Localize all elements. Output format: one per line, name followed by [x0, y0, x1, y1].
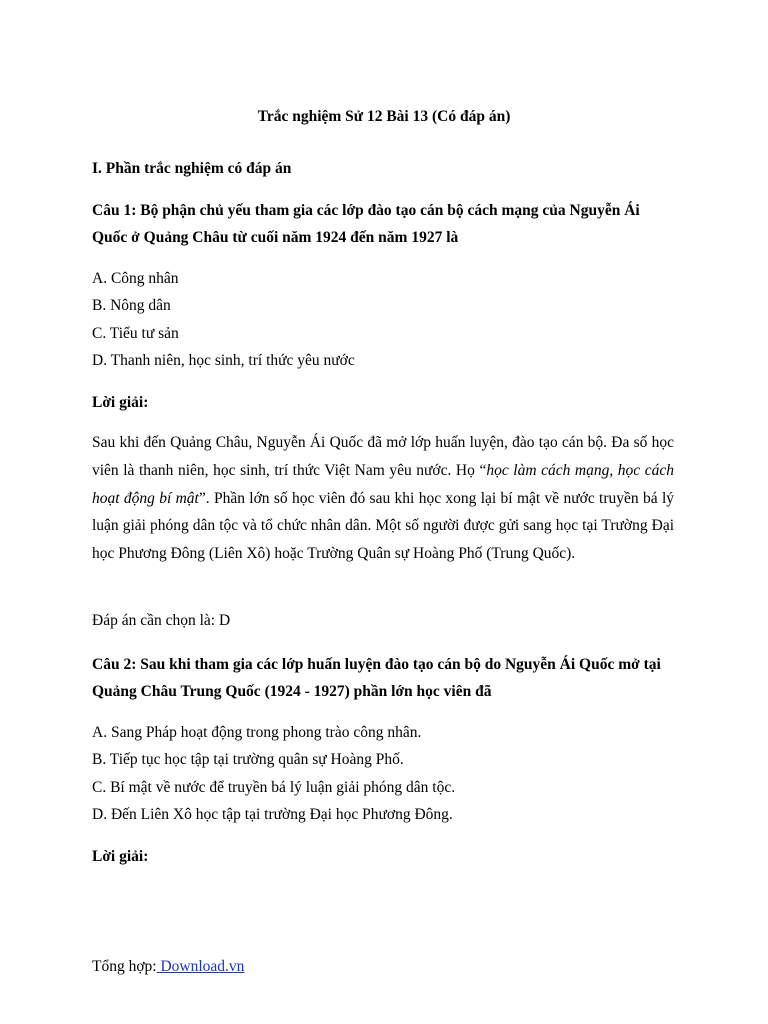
footer-prefix: Tổng hợp:: [92, 958, 157, 975]
footer: [92, 958, 244, 976]
question-2-option-b: B. Tiếp tục học tập tại trường quân sự Hoàng Phố.: [92, 751, 404, 769]
question-1-solution-text: [92, 429, 674, 568]
question-1-option-a: A. Công nhân: [92, 270, 179, 287]
solution-text-part-2: ”. Phần lớn số học viên đó sau khi học xong lại bí mật về nước truyền bá lý luận giải phóng dân tộc và tổ chức nhân dân. Một số người được gửi sang học tại Trường Đại học Phương Đông (Liên Xô) hoặc Trường Quân sự Hoàng Phố (Trung Quốc).: [92, 489, 674, 563]
question-1-options: [92, 265, 672, 374]
question-1-answer: Đáp án cần chọn là: D: [92, 612, 231, 629]
question-1-solution-label: Lời giải:: [92, 394, 149, 411]
question-2-options: [92, 719, 672, 828]
question-2-solution-label: Lời giải:: [92, 848, 149, 865]
question-2-option-c: C. Bí mật về nước để truyền bá lý luận giải phóng dân tộc.: [92, 778, 456, 796]
page-title: Trắc nghiệm Sử 12 Bài 13 (Có đáp án): [257, 108, 511, 125]
solution-text-part-1: Sau khi đến Quảng Châu, Nguyễn Ái Quốc đã mở lớp huấn luyện, đào tạo cán bộ. Đa số học viên là thanh niên, học sinh, trí thức Việt Nam yêu nước. Họ “: [92, 434, 674, 479]
question-2-option-d: D. Đến Liên Xô học tập tại trường Đại học Phương Đông.: [92, 805, 453, 823]
question-1-option-d: D. Thanh niên, học sinh, trí thức yêu nước: [92, 351, 355, 369]
question-2-text: Câu 2: Sau khi tham gia các lớp huấn luyện đào tạo cán bộ do Nguyễn Ái Quốc mở tại Quảng Châu Trung Quốc (1924 - 1927) phần lớn học viên đã: [92, 656, 661, 700]
question-1-option-b: B. Nông dân: [92, 297, 171, 315]
question-2-option-a: A. Sang Pháp hoạt động trong phong trào công nhân.: [92, 724, 422, 741]
question-1-option-c: C. Tiểu tư sản: [92, 324, 179, 342]
question-1-text: Câu 1: Bộ phận chủ yếu tham gia các lớp đào tạo cán bộ cách mạng của Nguyễn Ái Quốc ở Quảng Châu từ cuối năm 1924 đến năm 1927 là: [92, 202, 640, 246]
section-heading: I. Phần trắc nghiệm có đáp án: [92, 160, 292, 177]
download-vn-link[interactable]: Download.vn: [156, 958, 245, 975]
solution-quote: học làm cách mạng, học cách hoạt động bí mật: [92, 461, 674, 507]
